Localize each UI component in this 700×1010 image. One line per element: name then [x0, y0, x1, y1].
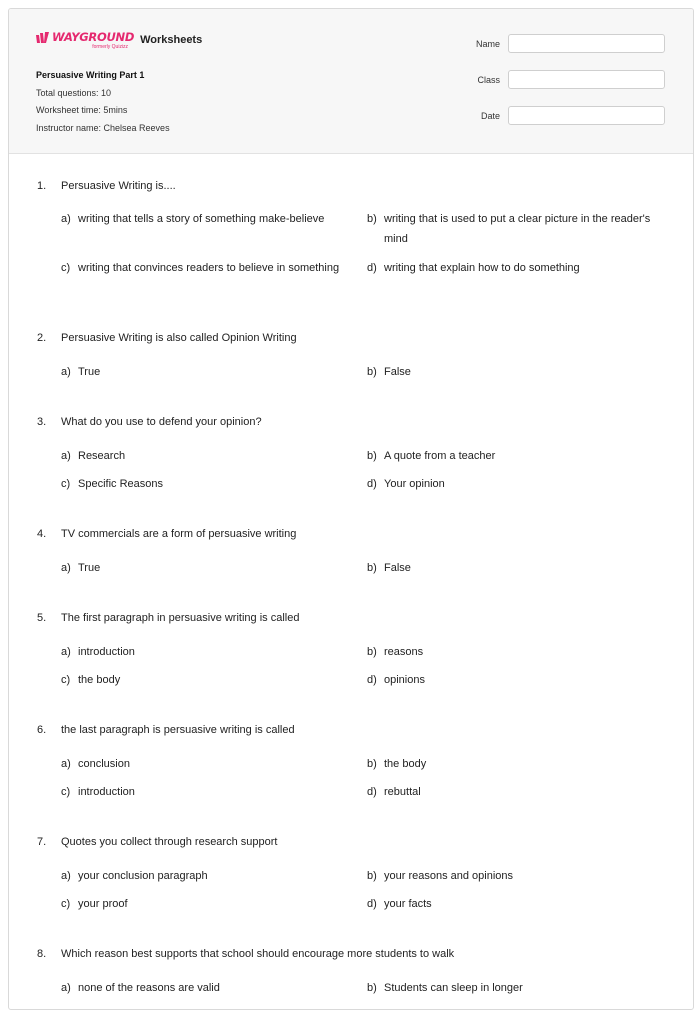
- name-label: Name: [475, 38, 500, 49]
- total-questions: Total questions: 10: [36, 87, 112, 98]
- option-a: a) none of the reasons are valid: [61, 982, 220, 994]
- option-c: c) the body: [61, 674, 121, 686]
- option-a: a) conclusion: [61, 758, 130, 770]
- logo-mark-icon: [36, 32, 50, 43]
- question-text: The first paragraph in persuasive writing is called: [61, 612, 300, 624]
- option-c: c) introduction: [61, 786, 135, 798]
- wayground-logo: [36, 31, 134, 50]
- class-field-row: [476, 69, 665, 90]
- option-c: c) writing that convinces readers to believe in something: [61, 262, 340, 274]
- question-text: Which reason best supports that school should encourage more students to walk: [61, 948, 455, 960]
- question-number: 8.: [37, 948, 47, 960]
- question-number: 4.: [37, 528, 47, 540]
- option-b: b) False: [367, 366, 411, 378]
- worksheet-time: Worksheet time: 5mins: [36, 105, 128, 115]
- date-label: Date: [480, 110, 500, 121]
- name-field[interactable]: [508, 34, 665, 53]
- option-c: c) Specific Reasons: [61, 478, 163, 490]
- question-number: 1.: [37, 180, 47, 192]
- question-text: TV commercials are a form of persuasive writing: [61, 528, 297, 540]
- option-a: a) writing that tells a story of something make-believe: [61, 213, 325, 225]
- option-b: b) your reasons and opinions: [367, 870, 514, 882]
- question-number: 7.: [37, 836, 47, 848]
- option-b: b) A quote from a teacher: [367, 450, 496, 462]
- option-b: b) the body: [367, 758, 427, 770]
- question-text: What do you use to defend your opinion?: [61, 416, 262, 428]
- option-d: d) your facts: [367, 898, 432, 910]
- option-d: d) rebuttal: [367, 786, 421, 798]
- worksheet-meta: [36, 67, 170, 137]
- question-text: Quotes you collect through research support: [61, 836, 278, 848]
- option-b: b) Students can sleep in longer: [367, 982, 523, 994]
- question-number: 3.: [37, 416, 47, 428]
- name-field-row: [476, 33, 665, 54]
- question-text: Persuasive Writing is also called Opinion Writing: [61, 332, 297, 344]
- question-text: the last paragraph is persuasive writing is called: [61, 724, 295, 736]
- logo-subtitle: formerly Quizizz: [92, 44, 129, 50]
- question-number: 6.: [37, 724, 47, 736]
- worksheet-page: [8, 8, 694, 1010]
- instructor-name: Instructor name: Chelsea Reeves: [36, 122, 170, 133]
- option-c: c) your proof: [61, 898, 128, 910]
- brand: [36, 31, 202, 50]
- worksheet-title: Persuasive Writing Part 1: [36, 70, 145, 80]
- option-a: a) introduction: [61, 646, 135, 658]
- class-field[interactable]: [508, 70, 665, 89]
- option-d: d) opinions: [367, 674, 425, 686]
- option-b: b) reasons: [367, 646, 424, 658]
- option-b: b) False: [367, 562, 411, 574]
- question-text: Persuasive Writing is....: [61, 180, 176, 192]
- option-a: a) Research: [61, 450, 126, 462]
- class-label: Class: [477, 74, 500, 85]
- option-a: a) True: [61, 562, 101, 574]
- option-d: d) Your opinion: [367, 478, 445, 490]
- date-field-row: [476, 105, 665, 126]
- question-number: 5.: [37, 612, 47, 624]
- question-number: 2.: [37, 332, 47, 344]
- student-fields: [476, 33, 665, 141]
- option-a: a) your conclusion paragraph: [61, 870, 208, 882]
- date-field[interactable]: [508, 106, 665, 125]
- logo-wordmark: WAYGROUND: [52, 30, 135, 44]
- product-name: Worksheets: [140, 34, 203, 46]
- worksheet-header: [9, 9, 693, 154]
- option-d: d) writing that explain how to do something: [367, 262, 580, 274]
- option-a: a) True: [61, 366, 101, 378]
- option-b: b) writing that is used to put a clear picture in the reader's mind: [367, 213, 651, 245]
